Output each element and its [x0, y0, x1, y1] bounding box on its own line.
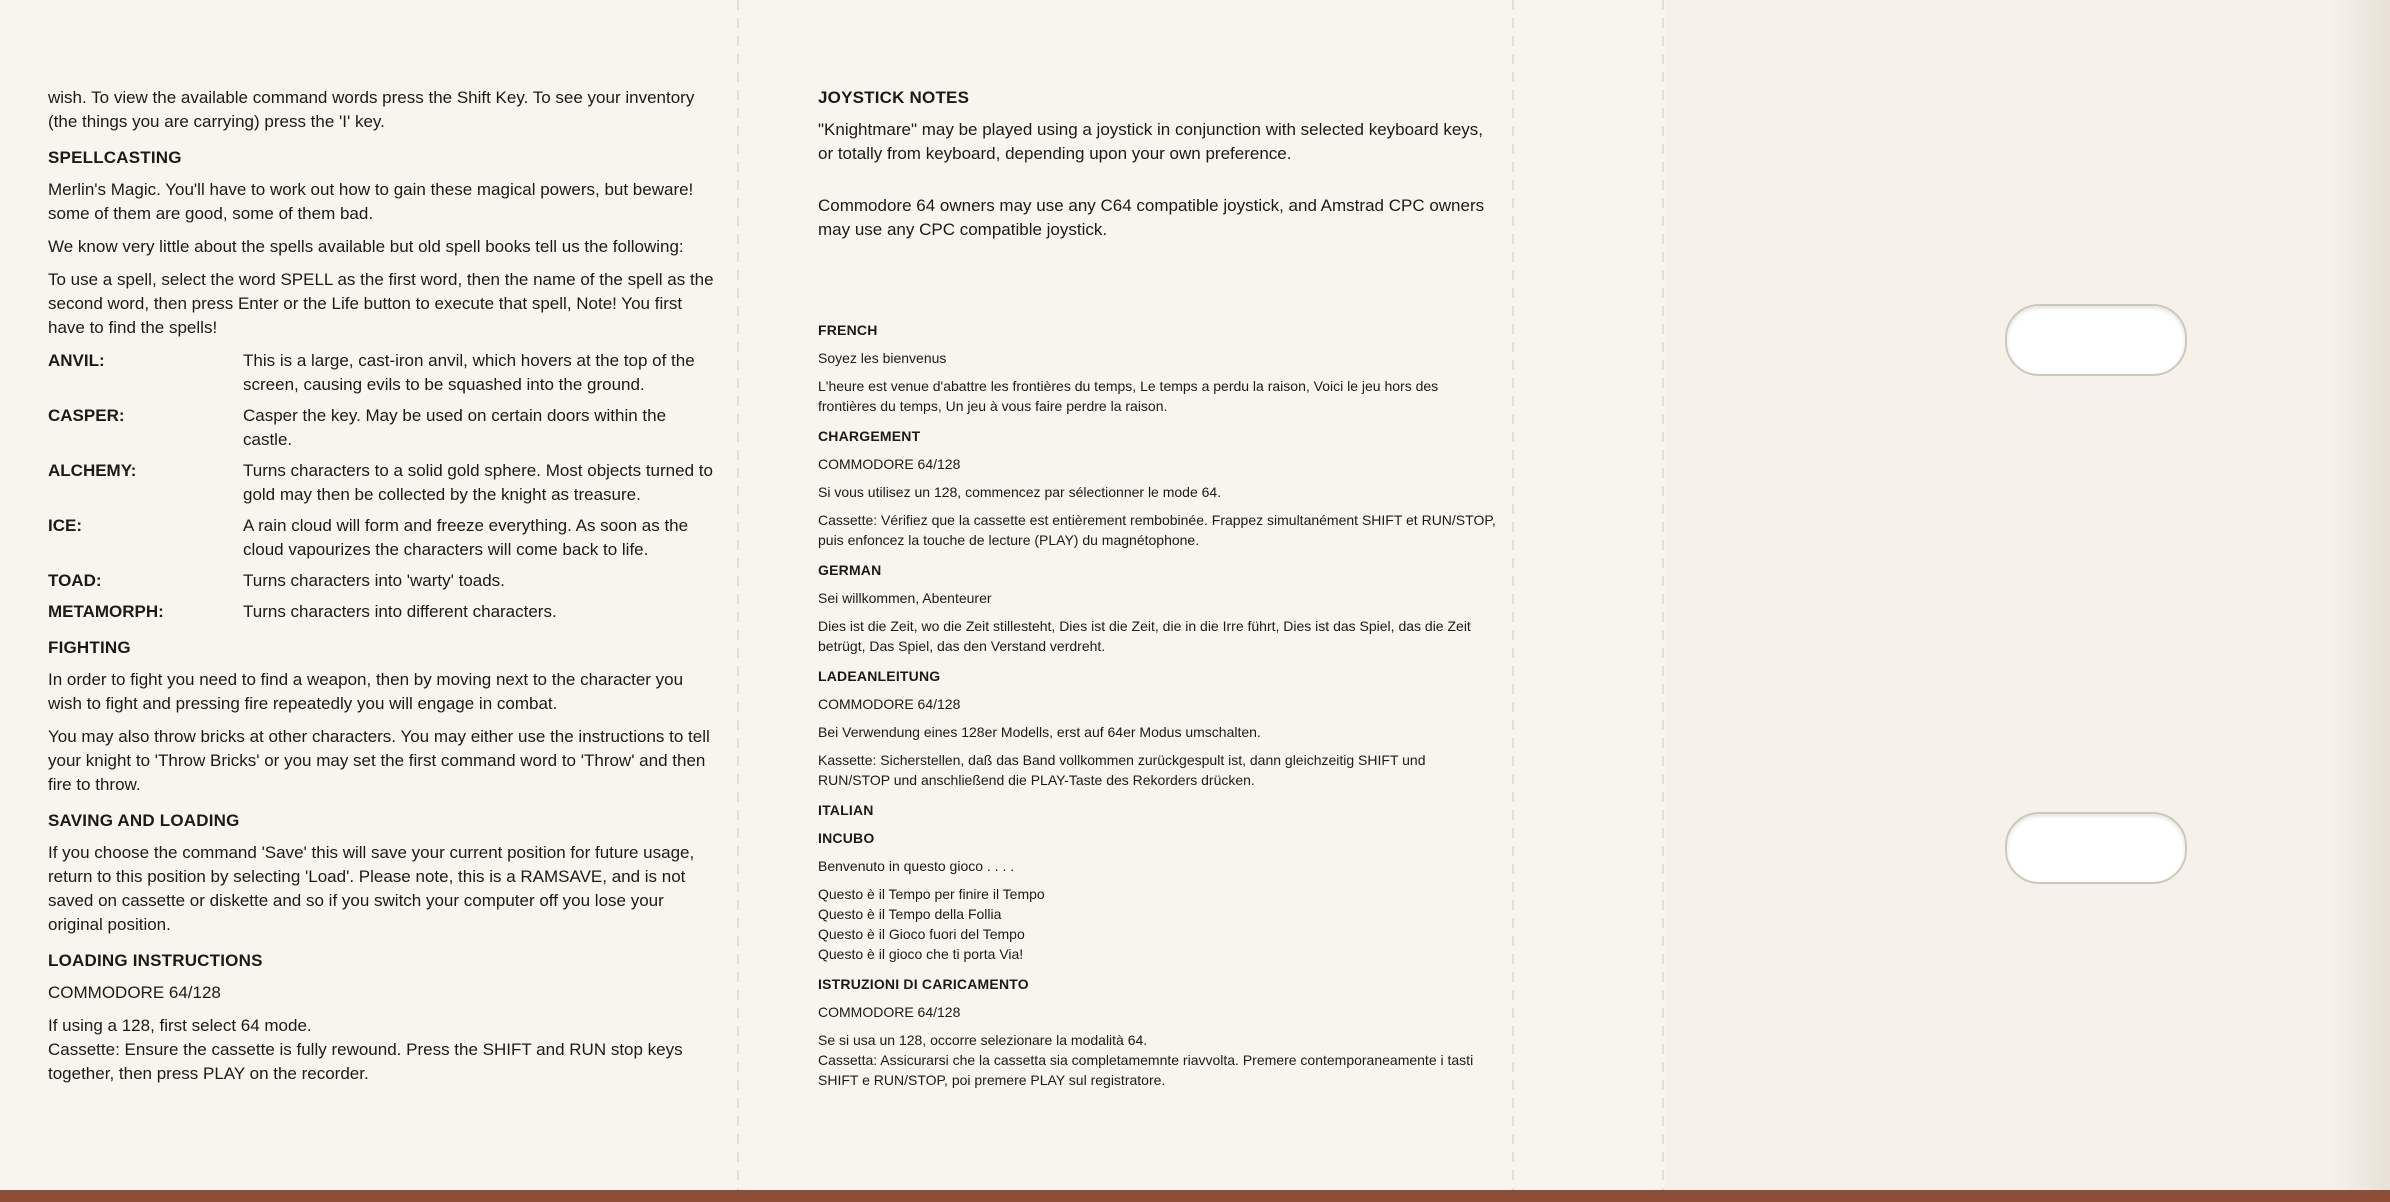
- spell-name: METAMORPH:: [48, 602, 164, 621]
- tab-slot: [2005, 812, 2187, 884]
- translations-section: [818, 320, 1498, 1090]
- saving-p1: If you choose the command 'Save' this will save your current position for future usage, return to this position by selecting 'Load'. Please note, this is a RAMSAVE, and is not saved on cassette or diskette and so if you switch your computer off you lose your original position.: [48, 843, 695, 934]
- loading-steps: [48, 1014, 716, 1086]
- italian-machine: COMMODORE 64/128: [818, 1004, 961, 1020]
- loading-line1: If using a 128, first select 64 mode.: [48, 1016, 312, 1035]
- spellcasting-p1: Merlin's Magic. You'll have to work out how to gain these magical powers, but beware! some of them are good, some of them bad.: [48, 180, 694, 223]
- sheet-bottom-edge: [0, 1190, 2390, 1202]
- italian-load-heading: ISTRUZIONI DI CARICAMENTO: [818, 976, 1029, 992]
- french-intro: L'heure est venue d'abattre les frontières du temps, Le temps a perdu la raison, Voici le jeu hors des frontières du temps, Un jeu à vous faire perdre la raison.: [818, 378, 1439, 414]
- german-welcome: Sei willkommen, Abenteurer: [818, 590, 992, 606]
- spell-row: [48, 600, 716, 624]
- intro-paragraph: wish. To view the available command words press the Shift Key. To see your inventory (the things you are carrying) press the 'I' key.: [48, 88, 695, 131]
- spell-row: [48, 569, 716, 593]
- spell-name: TOAD:: [48, 571, 102, 590]
- spell-name: ICE:: [48, 516, 82, 535]
- german-intro: Dies ist die Zeit, wo die Zeit stillesteht, Dies ist die Zeit, die in die Irre führt, Dies ist das Spiel, das die Zeit betrügt, Das Spiel, das den Verstand verdreht.: [818, 618, 1471, 654]
- loading-heading: LOADING INSTRUCTIONS: [48, 951, 263, 970]
- spell-description: Turns characters to a solid gold sphere. Most objects turned to gold may then be collected by the knight as treasure.: [243, 461, 713, 504]
- spell-row: [48, 404, 716, 452]
- italian-welcome: Benvenuto in questo gioco . . . .: [818, 858, 1015, 874]
- fighting-p2: You may also throw bricks at other characters. You may either use the instructions to tell your knight to 'Throw Bricks' or you may set the first command word to 'Throw' and then fire to throw.: [48, 727, 710, 794]
- italian-verse: Questo è il Gioco fuori del Tempo: [818, 926, 1025, 942]
- italian-verse: Questo è il gioco che ti porta Via!: [818, 946, 1024, 962]
- spell-description: Turns characters into 'warty' toads.: [243, 571, 505, 590]
- saving-heading: SAVING AND LOADING: [48, 811, 240, 830]
- spell-row: [48, 459, 716, 507]
- german-line2: Kassette: Sicherstellen, daß das Band vollkommen zurückgespult ist, dann gleichzeitig SHIFT und RUN/STOP und anschließend die PLAY-Taste des Rekorders drücken.: [818, 752, 1426, 788]
- french-line1: Si vous utilisez un 128, commencez par sélectionner le mode 64.: [818, 484, 1222, 500]
- italian-steps: [818, 1030, 1498, 1090]
- fold-line: [1662, 0, 1664, 1190]
- flap-shadow: [2330, 0, 2390, 1190]
- spell-name: CASPER:: [48, 406, 125, 425]
- spellcasting-p3: To use a spell, select the word SPELL as the first word, then the name of the spell as the second word, then press Enter or the Life button to execute that spell, Note! You first have to find the spells!: [48, 270, 714, 337]
- joystick-section: [818, 86, 1498, 242]
- italian-line2: Cassetta: Assicurarsi che la cassetta sia completamemnte riavvolta. Premere contemporaneamente i tasti SHIFT e RUN/STOP, poi premere PLAY sul registratore.: [818, 1052, 1474, 1088]
- french-line2: Cassette: Vérifiez que la cassette est entièrement rembobinée. Frappez simultanément SHIFT et RUN/STOP, puis enfoncez la touche de lecture (PLAY) du magnétophone.: [818, 512, 1496, 548]
- german-heading: GERMAN: [818, 562, 882, 578]
- spell-list: [48, 349, 716, 624]
- spell-row: [48, 514, 716, 562]
- flap-panel: [1665, 0, 2390, 1190]
- fold-line: [1512, 0, 1514, 1190]
- french-machine: COMMODORE 64/128: [818, 456, 961, 472]
- joystick-p2: Commodore 64 owners may use any C64 compatible joystick, and Amstrad CPC owners may use any CPC compatible joystick.: [818, 196, 1485, 239]
- spell-description: This is a large, cast-iron anvil, which hovers at the top of the screen, causing evils to be squashed into the ground.: [243, 351, 695, 394]
- fighting-heading: FIGHTING: [48, 638, 131, 657]
- joystick-p1: "Knightmare" may be played using a joystick in conjunction with selected keyboard keys, or totally from keyboard, depending upon your own preference.: [818, 120, 1484, 163]
- joystick-heading: JOYSTICK NOTES: [818, 88, 970, 107]
- spell-description: A rain cloud will form and freeze everything. As soon as the cloud vapourizes the characters will come back to life.: [243, 516, 689, 559]
- spell-row: [48, 349, 716, 397]
- spell-description: Casper the key. May be used on certain doors within the castle.: [243, 406, 667, 449]
- spellcasting-p2: We know very little about the spells available but old spell books tell us the following:: [48, 237, 684, 256]
- italian-title: INCUBO: [818, 830, 875, 846]
- french-load-heading: CHARGEMENT: [818, 428, 921, 444]
- italian-verse: Questo è il Tempo per finire il Tempo: [818, 886, 1045, 902]
- loading-line2: Cassette: Ensure the cassette is fully rewound. Press the SHIFT and RUN stop keys together, then press PLAY on the recorder.: [48, 1040, 683, 1083]
- italian-line1: Se si usa un 128, occorre selezionare la modalità 64.: [818, 1032, 1148, 1048]
- spell-name: ANVIL:: [48, 351, 105, 370]
- tab-slot: [2005, 304, 2187, 376]
- fighting-p1: In order to fight you need to find a weapon, then by moving next to the character you wish to fight and pressing fire repeatedly you will engage in combat.: [48, 670, 684, 713]
- german-line1: Bei Verwendung eines 128er Modells, erst auf 64er Modus umschalten.: [818, 724, 1261, 740]
- spell-description: Turns characters into different characters.: [243, 602, 557, 621]
- spell-name: ALCHEMY:: [48, 461, 137, 480]
- italian-verses: [818, 884, 1498, 964]
- spellcasting-heading: SPELLCASTING: [48, 148, 182, 167]
- italian-heading: ITALIAN: [818, 802, 874, 818]
- german-load-heading: LADEANLEITUNG: [818, 668, 941, 684]
- left-panel-text: [48, 86, 716, 1086]
- loading-machine: COMMODORE 64/128: [48, 983, 221, 1002]
- fold-line: [737, 0, 739, 1190]
- italian-verse: Questo è il Tempo della Follia: [818, 906, 1002, 922]
- middle-panel-text: [818, 86, 1498, 1098]
- german-machine: COMMODORE 64/128: [818, 696, 961, 712]
- french-welcome: Soyez les bienvenus: [818, 350, 947, 366]
- french-heading: FRENCH: [818, 322, 878, 338]
